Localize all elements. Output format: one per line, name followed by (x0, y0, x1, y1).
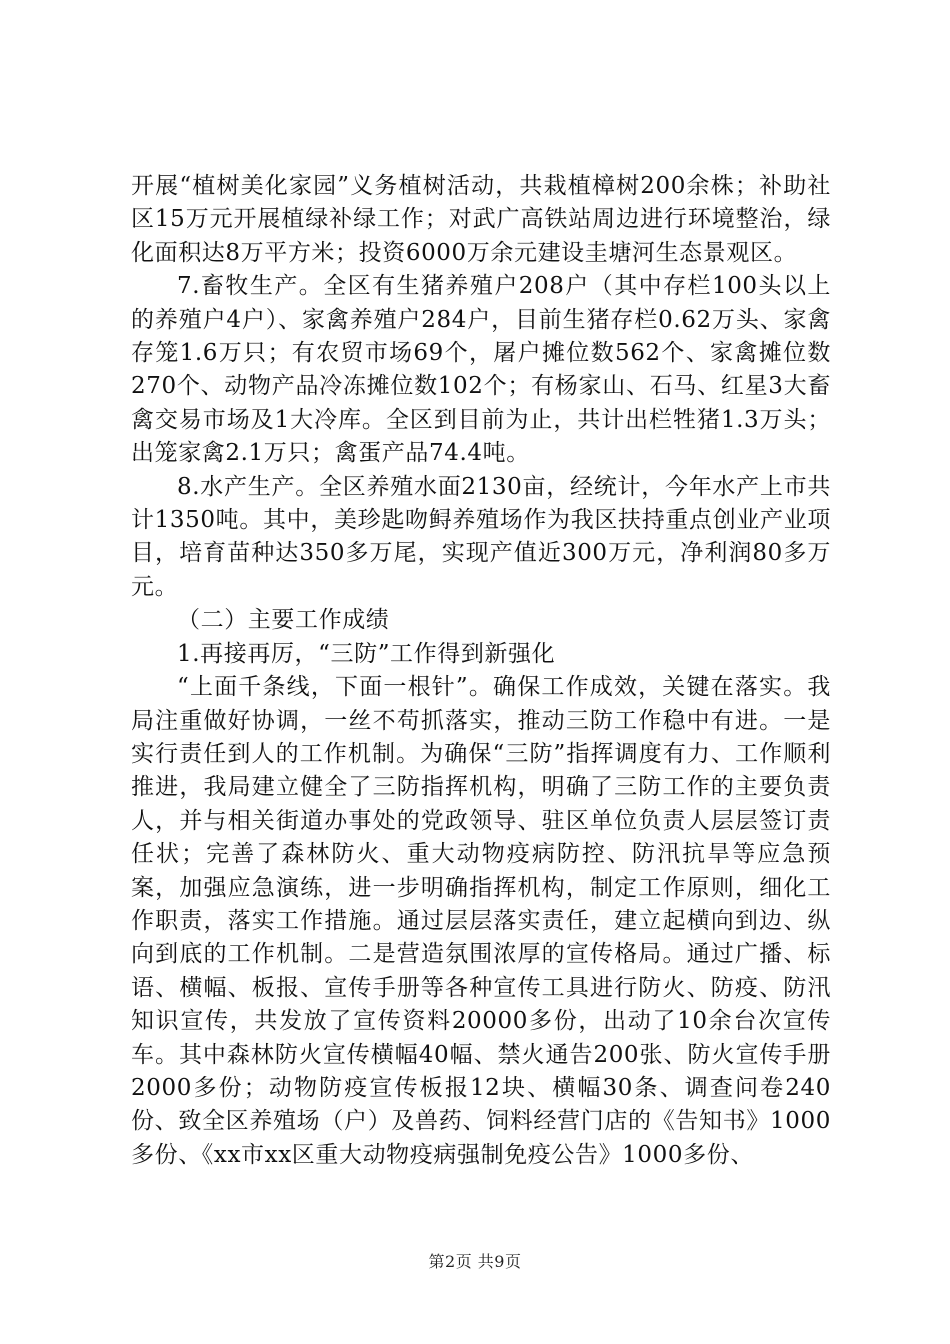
subsection-heading-three-prevention: 1.再接再厉，“三防”工作得到新强化 (177, 640, 556, 667)
paragraph-greening-continuation: 开展“植树美化家园”义务植树活动，共栽植樟树200余株；补助社区15万元开展植绿补绿工作；对武广高铁站周边进行环境整治，绿化面积达8万平方米；投资6000万余元建设圭塘河生态景观区。 (131, 173, 831, 266)
paragraph-aquatic-production: 8.水产生产。全区养殖水面2130亩，经统计，今年水产上市共计1350吨。其中，美珍匙吻鲟养殖场作为我区扶持重点创业产业项目，培育苗种达350多万尾，实现产值近300万元，净利润80多万元。 (131, 473, 831, 600)
section-heading-main-achievements: （二）主要工作成绩 (177, 607, 390, 634)
document-body (131, 170, 831, 1172)
page-number-footer: 第2页 共9页 (428, 1252, 522, 1271)
paragraph-three-prevention-details: “上面千条线，下面一根针”。确保工作成效，关键在落实。我局注重做好协调，一丝不苟抓落实，推动三防工作稳中有进。一是实行责任到人的工作机制。为确保“三防”指挥调度有力、工作顺利推进，我局建立健全了三防指挥机构，明确了三防工作的主要负责人，并与相关街道办事处的党政领导、驻区单位负责人层层签订责任状；完善了森林防火、重大动物疫病防控、防汛抗旱等应急预案，加强应急演练，进一步明确指挥机构，制定工作原则，细化工作职责，落实工作措施。通过层层落实责任，建立起横向到边、纵向到底的工作机制。二是营造氛围浓厚的宣传格局。通过广播、标语、横幅、板报、宣传手册等各种宣传工具进行防火、防疫、防汛知识宣传，共发放了宣传资料20000多份，出动了10余台次宣传车。其中森林防火宣传横幅40幅、禁火通告200张、防火宣传手册2000多份；动物防疫宣传板报12块、横幅30条、调查问卷240份、致全区养殖场（户）及兽药、饲料经营门店的《告知书》1000多份、《xx市xx区重大动物疫病强制免疫公告》1000多份、 (131, 674, 831, 1168)
paragraph-livestock-production: 7.畜牧生产。全区有生猪养殖户208户（其中存栏100头以上的养殖户4户）、家禽养殖户284户，目前生猪存栏0.62万头、家禽存笼1.6万只；有农贸市场69个，屠户摊位数562个、家禽摊位数270个、动物产品冷冻摊位数102个；有杨家山、石马、红星3大畜禽交易市场及1大冷库。全区到目前为止，共计出栏牲猪1.3万头；出笼家禽2.1万只；禽蛋产品74.4吨。 (131, 273, 831, 467)
